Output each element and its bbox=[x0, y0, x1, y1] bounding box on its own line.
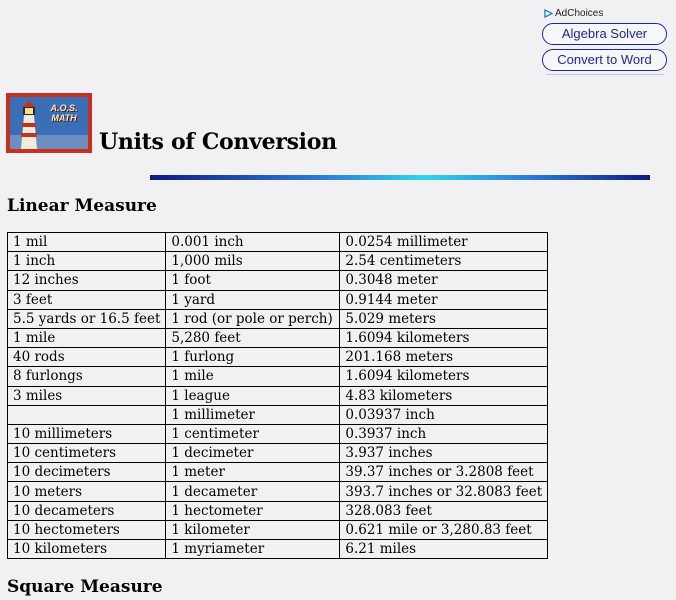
table-cell: 1 meter bbox=[166, 463, 340, 482]
table-cell: 10 meters bbox=[8, 482, 166, 501]
table-cell: 0.0254 millimeter bbox=[340, 233, 548, 252]
logo-line-2: MATH bbox=[51, 113, 77, 123]
table-row bbox=[8, 367, 548, 386]
adchoices-label: AdChoices bbox=[555, 7, 604, 19]
linear-measure-table bbox=[7, 232, 548, 559]
table-cell: 1 kilometer bbox=[166, 520, 340, 539]
table-cell: 8 furlongs bbox=[8, 367, 166, 386]
table-cell: 10 decameters bbox=[8, 501, 166, 520]
table-cell: 1 yard bbox=[166, 290, 340, 309]
adchoices-icon bbox=[544, 9, 553, 18]
ad-panel bbox=[542, 6, 668, 75]
table-cell: 1 inch bbox=[8, 252, 166, 271]
table-row bbox=[8, 252, 548, 271]
table-cell: 2.54 centimeters bbox=[340, 252, 548, 271]
table-cell: 1 decameter bbox=[166, 482, 340, 501]
table-cell: 393.7 inches or 32.8083 feet bbox=[340, 482, 548, 501]
table-row bbox=[8, 386, 548, 405]
table-cell: 0.9144 meter bbox=[340, 290, 548, 309]
table-cell: 5.5 yards or 16.5 feet bbox=[8, 309, 166, 328]
logo-line-1: A.O.S. bbox=[50, 103, 78, 113]
table-cell: 1 furlong bbox=[166, 348, 340, 367]
table-cell: 3 feet bbox=[8, 290, 166, 309]
table-cell: 10 hectometers bbox=[8, 520, 166, 539]
convert-to-word-button[interactable]: Convert to Word bbox=[542, 49, 667, 71]
table-cell: 0.621 mile or 3,280.83 feet bbox=[340, 520, 548, 539]
table-cell: 1 mile bbox=[8, 328, 166, 347]
table-cell: 1 myriameter bbox=[166, 540, 340, 559]
table-cell: 1 foot bbox=[166, 271, 340, 290]
table-cell: 10 decimeters bbox=[8, 463, 166, 482]
page-title: Units of Conversion bbox=[99, 129, 337, 155]
section-heading-square-measure: Square Measure bbox=[7, 577, 163, 597]
title-divider bbox=[150, 175, 650, 180]
table-row bbox=[8, 271, 548, 290]
table-row bbox=[8, 290, 548, 309]
table-cell: 10 millimeters bbox=[8, 424, 166, 443]
table-cell: 12 inches bbox=[8, 271, 166, 290]
table-row bbox=[8, 463, 548, 482]
table-cell: 10 kilometers bbox=[8, 540, 166, 559]
table-cell: 40 rods bbox=[8, 348, 166, 367]
table-cell: 3 miles bbox=[8, 386, 166, 405]
table-row bbox=[8, 482, 548, 501]
table-cell: 1 decimeter bbox=[166, 444, 340, 463]
table-cell: 1.6094 kilometers bbox=[340, 367, 548, 386]
table-cell: 328.083 feet bbox=[340, 501, 548, 520]
adchoices-link[interactable] bbox=[544, 6, 668, 20]
table-row bbox=[8, 540, 548, 559]
table-cell: 0.001 inch bbox=[166, 233, 340, 252]
table-cell: 0.3937 inch bbox=[340, 424, 548, 443]
table-cell: 1 centimeter bbox=[166, 424, 340, 443]
table-cell: 1 millimeter bbox=[166, 405, 340, 424]
table-cell: 39.37 inches or 3.2808 feet bbox=[340, 463, 548, 482]
table-cell: 0.03937 inch bbox=[340, 405, 548, 424]
table-cell: 1 mile bbox=[166, 367, 340, 386]
table-cell: 1 rod (or pole or perch) bbox=[166, 309, 340, 328]
table-cell: 5.029 meters bbox=[340, 309, 548, 328]
table-cell: 1 hectometer bbox=[166, 501, 340, 520]
table-row bbox=[8, 444, 548, 463]
table-cell: 6.21 miles bbox=[340, 540, 548, 559]
table-row bbox=[8, 520, 548, 539]
table-cell: 1 league bbox=[166, 386, 340, 405]
table-cell bbox=[8, 405, 166, 424]
algebra-solver-button[interactable]: Algebra Solver bbox=[542, 23, 667, 45]
table-cell: 201.168 meters bbox=[340, 348, 548, 367]
table-row bbox=[8, 501, 548, 520]
table-row bbox=[8, 348, 548, 367]
table-cell: 10 centimeters bbox=[8, 444, 166, 463]
section-heading-linear-measure: Linear Measure bbox=[7, 196, 157, 216]
logo-text bbox=[42, 103, 86, 123]
table-cell: 4.83 kilometers bbox=[340, 386, 548, 405]
table-cell: 1.6094 kilometers bbox=[340, 328, 548, 347]
table-row bbox=[8, 328, 548, 347]
table-cell: 1,000 mils bbox=[166, 252, 340, 271]
table-cell: 0.3048 meter bbox=[340, 271, 548, 290]
table-cell: 1 mil bbox=[8, 233, 166, 252]
table-cell: 5,280 feet bbox=[166, 328, 340, 347]
table-row bbox=[8, 424, 548, 443]
table-cell: 3.937 inches bbox=[340, 444, 548, 463]
ad-divider bbox=[546, 74, 664, 75]
logo-image bbox=[10, 97, 88, 149]
table-row bbox=[8, 405, 548, 424]
table-row bbox=[8, 233, 548, 252]
table-row bbox=[8, 309, 548, 328]
site-logo[interactable] bbox=[6, 93, 92, 153]
